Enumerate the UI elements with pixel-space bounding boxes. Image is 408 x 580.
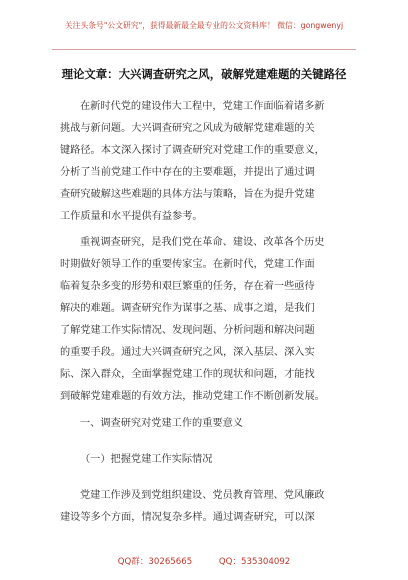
text-line: 到破解党建难题的有效方法，推动党建工作不断创新发展。 xyxy=(60,391,325,402)
text-line: 工作质量和水平提供有益参考。 xyxy=(60,211,203,222)
footer-qq-group: QQ群：30265665 xyxy=(117,557,193,567)
footer-qq: QQ：535304092 xyxy=(218,557,291,567)
header-divider xyxy=(52,49,356,50)
text-line: 际、深入群众，全面掌握党建工作的现状和问题，才能找 xyxy=(60,369,315,380)
article-title: 理论文章：大兴调查研究之风，破解党建难题的关键路径 xyxy=(61,67,347,81)
text-line: 重视调查研究，是我们党在革命、建设、改革各个历史 xyxy=(80,237,325,248)
text-line: 解决的难题。调查研究作为谋事之基、成事之道，是我们 xyxy=(60,303,315,314)
text-line: 在新时代党的建设伟大工程中，党建工作面临着诸多新 xyxy=(80,101,325,112)
heading-text: 一、调查研究对党建工作的重要意义 xyxy=(80,418,243,429)
footer-contact xyxy=(0,555,408,567)
paragraph-body xyxy=(60,485,354,529)
text-line: 临着复杂多变的形势和艰巨繁重的任务，存在着一些亟待 xyxy=(60,281,315,292)
text-line: 建设等多个方面，情况复杂多样。通过调查研究，可以深 xyxy=(60,512,315,523)
subsection-heading xyxy=(60,449,354,471)
paragraph-introduction xyxy=(60,232,354,408)
text-line: 的重要手段。通过大兴调查研究之风，深入基层、深入实 xyxy=(60,347,315,358)
header-promo: 关注头条号"公文研究"，获得最新最全最专业的公文资料库！ 微信：gongwenyj xyxy=(64,21,344,30)
section-heading xyxy=(60,413,354,435)
text-line: 键路径。本文深入探讨了调查研究对党建工作的重要意义， xyxy=(60,145,325,156)
text-line: 查研究破解这些难题的具体方法与策略，旨在为提升党建 xyxy=(60,189,315,200)
text-line: 了解党建工作实际情况、发现问题、分析问题和解决问题 xyxy=(60,325,315,336)
text-line: 分析了当前党建工作中存在的主要难题，并提出了通过调 xyxy=(60,167,315,178)
paragraph-abstract xyxy=(60,96,354,228)
text-line: 党建工作涉及到党组织建设、党员教育管理、党风廉政 xyxy=(80,490,325,501)
text-line: 挑战与新问题。大兴调查研究之风成为破解党建难题的关 xyxy=(60,123,315,134)
heading-text: （一）把握党建工作实际情况 xyxy=(80,454,213,465)
text-line: 时期做好领导工作的重要传家宝。在新时代，党建工作面 xyxy=(60,259,315,270)
